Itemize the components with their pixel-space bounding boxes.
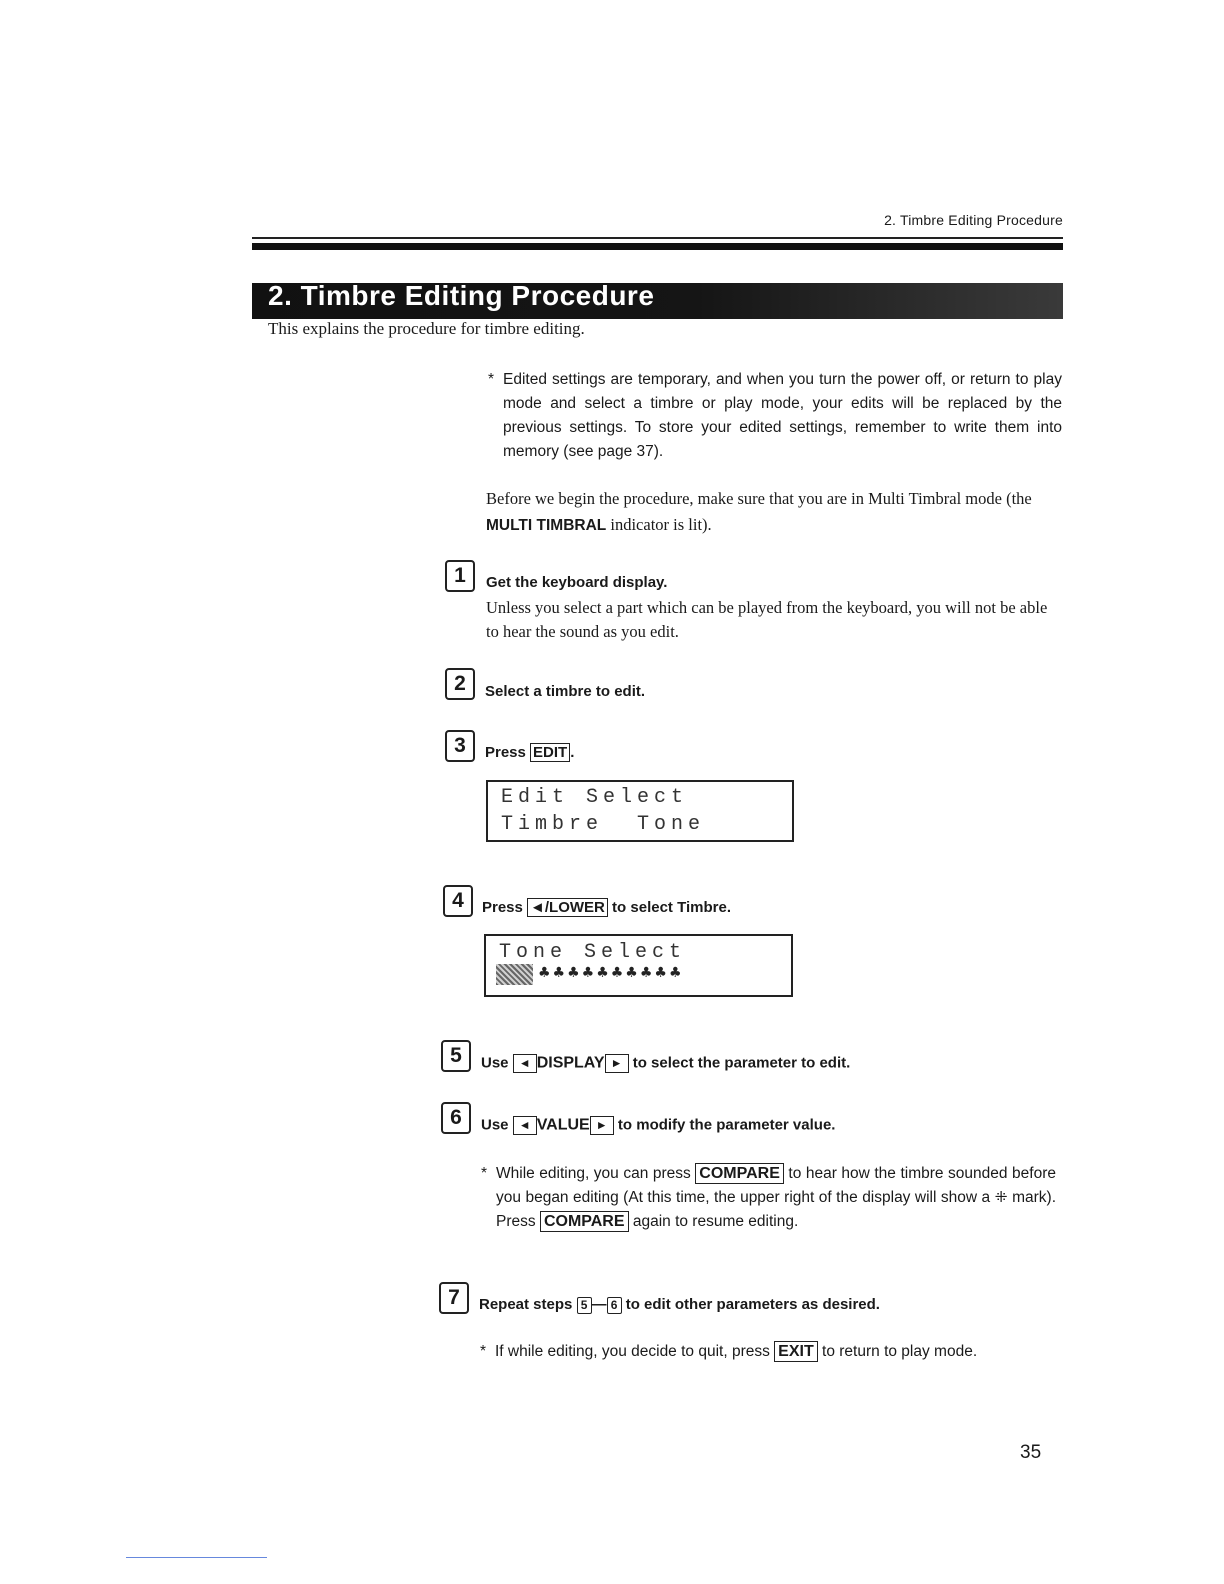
step-3-title — [485, 743, 574, 762]
step-4-number: 4 — [443, 885, 473, 917]
note-star: * — [488, 371, 495, 388]
left-arrow-key-icon: ◄ — [513, 1054, 537, 1073]
right-arrow-key-icon: ► — [605, 1054, 629, 1073]
step-7-pre: Repeat steps — [479, 1296, 577, 1313]
step-6-title — [481, 1116, 835, 1135]
step-1-number: 1 — [445, 560, 475, 592]
note-compare-text-1: While editing, you can press — [496, 1165, 696, 1182]
step-6-pre: Use — [481, 1116, 513, 1134]
step-6-post: to modify the parameter value. — [613, 1116, 836, 1134]
note-compare-text-4: again to resume editing. — [628, 1213, 799, 1230]
compare-key: COMPARE — [540, 1211, 629, 1232]
intro-text: This explains the procedure for timbre editing. — [268, 319, 585, 338]
step-7-title — [479, 1296, 880, 1314]
page-title: 2. Timbre Editing Procedure — [268, 280, 655, 311]
step-5-number: 5 — [441, 1040, 471, 1072]
note-compare-text-2: to hear how the timbre sounded before you began editing (At this time, the upper right of the display will show a — [496, 1165, 1057, 1206]
lower-key: ◄/LOWER — [527, 898, 608, 917]
step-ref-5: 5 — [577, 1297, 592, 1314]
before-text-pre: Before we begin the procedure, make sure that you are in Multi Timbral mode (the — [486, 489, 1032, 508]
lcd-line-1: Edit Select — [501, 786, 689, 809]
step-ref-6: 6 — [607, 1297, 622, 1314]
note-exit-text-1: If while editing, you decide to quit, press — [495, 1343, 775, 1360]
left-arrow-key-icon: ◄ — [513, 1116, 537, 1135]
step-5-post: to select the parameter to edit. — [628, 1054, 851, 1072]
step-4-title — [482, 898, 731, 917]
lcd-line-2: Timbre Tone — [501, 813, 706, 836]
step-4-post: to select Timbre. — [607, 899, 731, 916]
lcd-line-1: Tone Select — [499, 941, 687, 964]
page-number: 35 — [1020, 1442, 1042, 1463]
step-2-title: Select a timbre to edit. — [485, 683, 646, 700]
compare-key: COMPARE — [695, 1163, 784, 1184]
header-rule-thin — [252, 237, 1063, 239]
display-key-label: DISPLAY — [536, 1054, 605, 1072]
step-6-number: 6 — [441, 1102, 471, 1134]
edit-key: EDIT — [530, 743, 570, 762]
lcd-dots-row: ♣♣♣♣♣♣♣♣♣♣ — [538, 965, 684, 981]
note-star: * — [481, 1165, 488, 1182]
before-paragraph — [486, 486, 1062, 539]
step-3-post: . — [570, 744, 575, 761]
exit-key: EXIT — [774, 1341, 818, 1362]
step-5-title — [481, 1054, 850, 1073]
note-temporary-settings — [488, 368, 1062, 464]
note-exit — [480, 1340, 1056, 1364]
compare-mark-icon: ⁜ — [994, 1189, 1008, 1206]
lcd-cursor-block — [496, 964, 533, 985]
multi-timbral-label: MULTI TIMBRAL — [486, 517, 607, 534]
running-head: 2. Timbre Editing Procedure — [884, 212, 1063, 228]
step-5-pre: Use — [481, 1054, 513, 1072]
step-1-body: Unless you select a part which can be played from the keyboard, you will not be able to hear the sound as you edit. — [486, 598, 1048, 641]
lcd-edit-select — [486, 780, 794, 842]
step-7-number: 7 — [439, 1282, 469, 1314]
footer-rule — [126, 1557, 267, 1558]
step-7-post: to edit other parameters as desired. — [621, 1296, 880, 1313]
value-key-label: VALUE — [536, 1116, 590, 1134]
step-3-number: 3 — [445, 730, 475, 762]
step-2-number: 2 — [445, 668, 475, 700]
right-arrow-key-icon: ► — [590, 1116, 614, 1135]
note-star: * — [480, 1343, 487, 1360]
header-rule-thick — [252, 243, 1063, 250]
before-text-post: indicator is lit). — [606, 515, 712, 534]
lcd-tone-select — [484, 934, 793, 997]
note-compare-text-3: mark). Press — [496, 1189, 1056, 1230]
step-4-pre: Press — [482, 899, 528, 916]
step-1-title: Get the keyboard display. — [486, 574, 668, 591]
step-3-pre: Press — [485, 744, 531, 761]
note-compare — [481, 1162, 1057, 1234]
step-7-dash: — — [591, 1296, 607, 1313]
note-exit-text-2: to return to play mode. — [817, 1343, 978, 1360]
note-text: Edited settings are temporary, and when you turn the power off, or return to play mode and select a timbre or play mode, your edits will be replaced by the previous settings. To store your edited settings, remember to write them into memory (see page 37). — [503, 371, 1062, 460]
